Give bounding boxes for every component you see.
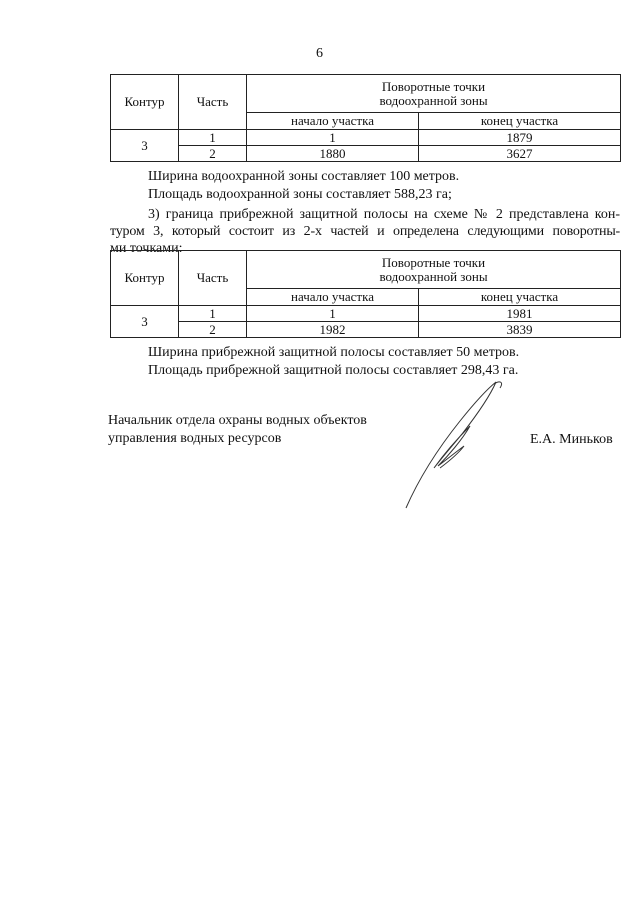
cell-start: 1 xyxy=(247,130,419,146)
cell-contour: 3 xyxy=(111,130,179,162)
para3-line3: ми точками: xyxy=(110,241,183,256)
header-part: Часть xyxy=(179,75,247,130)
para3-line2: туром 3, который состоит из 2-х частей и определена следующими поворотны- xyxy=(110,224,620,239)
header-points-line1: Поворотные точки xyxy=(381,78,486,94)
header-points-line2: водоохранной зоны xyxy=(379,92,488,108)
cell-start: 1982 xyxy=(247,322,419,338)
cell-start: 1880 xyxy=(247,146,419,162)
cell-part: 2 xyxy=(179,322,247,338)
zone-width-text: Ширина водоохранной зоны составляет 100 метров. xyxy=(148,169,460,184)
cell-end: 3627 xyxy=(419,146,621,162)
para3-line1: 3) граница прибрежной защитной полосы на схеме № 2 представлена кон- xyxy=(148,207,620,222)
signatory-title xyxy=(108,412,367,448)
strip-area-text: Площадь прибрежной защитной полосы составляет 298,43 га. xyxy=(148,363,519,378)
strip-width-text: Ширина прибрежной защитной полосы составляет 50 метров. xyxy=(148,345,520,360)
page-number: 6 xyxy=(316,46,323,61)
header-points-line2: водоохранной зоны xyxy=(379,268,488,284)
cell-end: 3839 xyxy=(419,322,621,338)
header-contour: Контур xyxy=(111,251,179,306)
signatory-name: Е.А. Миньков xyxy=(530,432,613,447)
signatory-title-line1: Начальник отдела охраны водных объектов xyxy=(108,413,367,428)
header-start: начало участка xyxy=(247,113,419,130)
zone-area-text: Площадь водоохранной зоны составляет 588,23 га; xyxy=(148,187,452,202)
cell-contour: 3 xyxy=(111,306,179,338)
header-end: конец участка xyxy=(419,289,621,306)
cell-end: 1981 xyxy=(419,306,621,322)
signature-stroke xyxy=(406,382,496,508)
cell-part: 1 xyxy=(179,306,247,322)
cell-start: 1 xyxy=(247,306,419,322)
header-contour: Контур xyxy=(111,75,179,130)
turning-points-table-coastal-strip xyxy=(110,250,621,338)
cell-part: 1 xyxy=(179,130,247,146)
header-end: конец участка xyxy=(419,113,621,130)
cell-end: 1879 xyxy=(419,130,621,146)
header-part: Часть xyxy=(179,251,247,306)
header-points-line1: Поворотные точки xyxy=(381,254,486,270)
cell-part: 2 xyxy=(179,146,247,162)
turning-points-table-water-protection-zone xyxy=(110,74,621,162)
header-turning-points xyxy=(247,251,621,289)
header-start: начало участка xyxy=(247,289,419,306)
handwritten-signature xyxy=(400,376,510,511)
header-turning-points xyxy=(247,75,621,113)
signatory-title-line2: управления водных ресурсов xyxy=(108,431,282,446)
